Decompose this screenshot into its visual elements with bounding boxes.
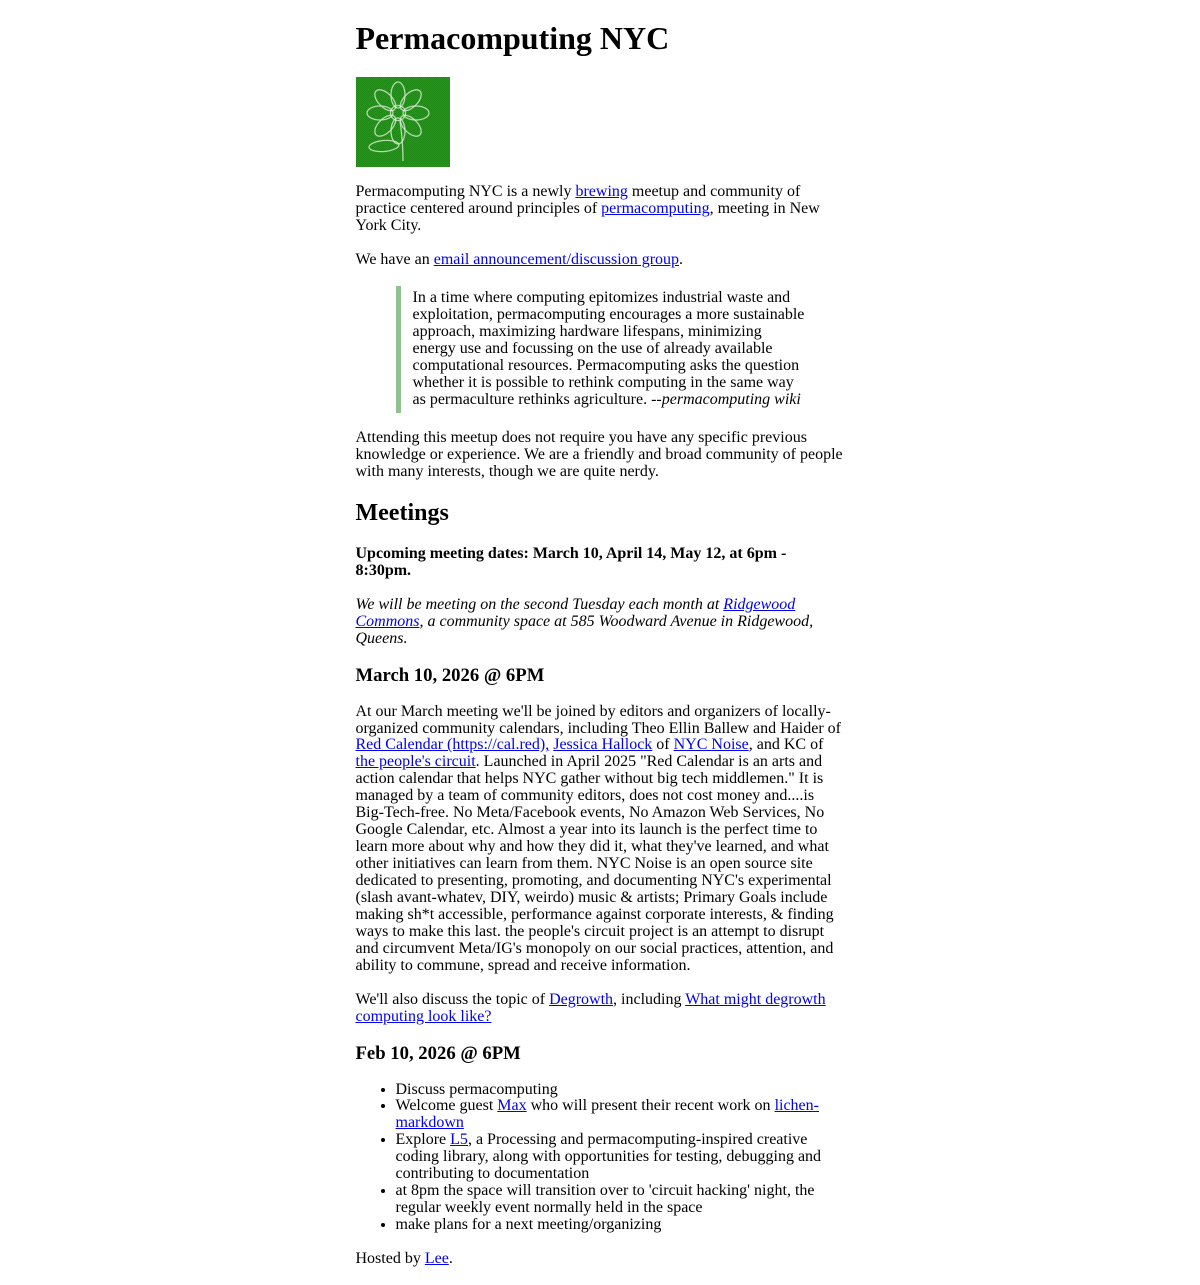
feb-meeting-heading: Feb 10, 2026 @ 6PM [355, 1042, 521, 1064]
link[interactable]: Max [497, 1097, 527, 1115]
link[interactable]: NYC Noise [673, 736, 749, 754]
text-run: , meeting in New York City. [355, 200, 820, 235]
link[interactable]: What might degrowth computing look like? [355, 990, 826, 1025]
agenda-list-item [396, 1132, 845, 1183]
upcoming-dates-line [356, 546, 845, 580]
mailing-list-paragraph [356, 252, 845, 269]
text-run: meetup and community of practice centered around principles of [355, 183, 801, 218]
text-run: Permacomputing NYC is a newly [355, 183, 576, 201]
text-run: who will present their recent work on [526, 1097, 775, 1115]
link[interactable]: Lee [424, 1250, 449, 1268]
permacomputing-wiki-quote [396, 286, 805, 413]
text-run: , including [613, 990, 686, 1008]
text-run: . Launched in April 2025 "Red Calendar is an arts and action calendar that helps NYC gather without big tech middlemen." It is managed by a team of community editors, does not cost money and....is Big-Tech-free. No Meta/Facebook events, No Amazon Web Services, No Google Calendar, etc. Almost a year into its launch is the perfect time to learn more about why and how they did it, what they've learned, and what other initiatives can learn from them. NYC Noise is an open source site dedicated to presenting, promoting, and documenting NYC's experimental (slash avant-whatev, DIY, weirdo) music & artists; Primary Goals include making sh*t accessible, performance against corporate interests, & finding ways to make this last. the people's circuit project is an attempt to disrupt and circumvent Meta/IG's monopoly on our social practices, attention, and ability to commune, spread and receive information. [355, 753, 834, 974]
hosted-by-line [356, 1251, 845, 1268]
text-run: . [448, 1250, 453, 1268]
text-run: . [679, 251, 684, 269]
link[interactable]: email announcement/discussion group [433, 251, 680, 269]
text-run: Welcome guest [395, 1097, 498, 1115]
link[interactable]: lichen-markdown [395, 1097, 819, 1132]
text-run: In a time where computing epitomizes industrial waste and exploitation, permacomputing encourages a more sustainable approach, maximizing hardware lifespans, minimizing energy use and focussing on the use of already available computational resources. Permacomputing asks the question whether it is possible to rethink computing in the same way as permaculture rethinks agriculture. [412, 289, 805, 408]
text-run: We have an [355, 251, 434, 269]
link[interactable]: L5 [450, 1131, 468, 1149]
agenda-list-item [396, 1217, 845, 1234]
text-run: , a Processing and permacomputing-inspired creative coding library, along with opportunities for testing, debugging and contributing to documentation [395, 1131, 822, 1183]
text-run: at 8pm the space will transition over to 'circuit hacking' night, the regular weekly event normally held in the space [395, 1182, 815, 1217]
march-meeting-paragraph [356, 704, 845, 975]
link[interactable]: brewing [575, 183, 628, 201]
degrowth-paragraph [356, 992, 845, 1026]
attending-paragraph [356, 430, 845, 481]
page-title: Permacomputing NYC [355, 20, 670, 56]
text-run: At our March meeting we'll be joined by editors and organizers of locally-organized community calendars, including Theo Ellin Ballew and Haider of [355, 702, 841, 737]
text-run: Attending this meetup does not require you have any specific previous knowledge or experience. We are a friendly and broad community of people with many interests, though we are quite nerdy. [355, 428, 843, 480]
link[interactable]: Ridgewood Commons [355, 595, 796, 630]
agenda-list-item [396, 1098, 845, 1132]
text-run: Hosted by [355, 1250, 425, 1268]
text-run: We'll also discuss the topic of [355, 990, 550, 1008]
text-run: We will be meeting on the second Tuesday each month at [355, 595, 724, 613]
text-run: --permacomputing wiki [651, 390, 801, 408]
text-run: Upcoming meeting dates: March 10, April 14, May 12, at 6pm - 8:30pm. [355, 544, 787, 579]
text-run: , a community space at 585 Woodward Avenue in Ridgewood, Queens. [355, 612, 814, 647]
meeting-location-paragraph [356, 597, 845, 648]
agenda-list-item [396, 1183, 845, 1217]
link[interactable]: the people's circuit [355, 753, 476, 771]
link[interactable]: Jessica Hallock [553, 736, 653, 754]
text-run: Explore [395, 1131, 451, 1149]
text-run: , and KC of [748, 736, 824, 754]
feb-agenda-list [356, 1082, 845, 1235]
intro-paragraph [356, 184, 845, 235]
meetings-heading: Meetings [355, 499, 449, 526]
march-meeting-heading: March 10, 2026 @ 6PM [355, 664, 545, 686]
text-run: of [652, 736, 674, 754]
agenda-list-item [396, 1082, 845, 1099]
text-run: Discuss permacomputing [395, 1080, 558, 1098]
link[interactable]: Red Calendar (https://cal.red), [355, 736, 550, 754]
link[interactable]: Degrowth [549, 990, 614, 1008]
text-run: make plans for a next meeting/organizing [395, 1216, 662, 1234]
logo-container [356, 77, 845, 167]
flower-logo-image [356, 77, 450, 167]
link[interactable]: permacomputing [601, 200, 710, 218]
